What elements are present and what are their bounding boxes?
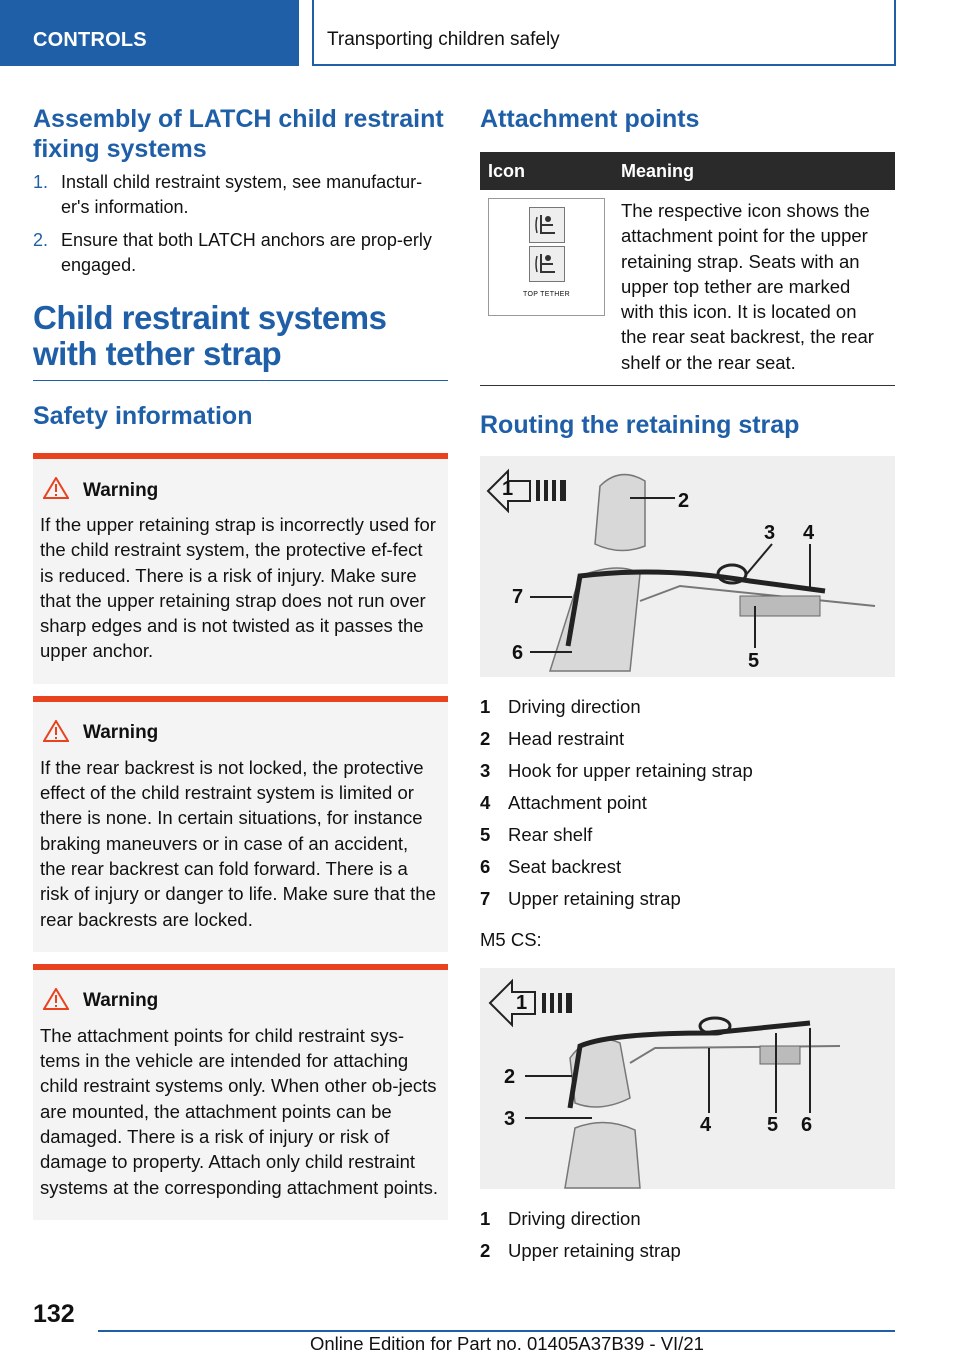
legend-number: 4	[480, 792, 491, 814]
legend-label: Rear shelf	[508, 824, 593, 846]
page-number: 132	[33, 1300, 75, 1328]
legend-label: Driving direction	[508, 1208, 641, 1230]
legend-label: Upper retaining strap	[508, 888, 681, 910]
right-column	[480, 100, 895, 1267]
callout-6: 6	[801, 1114, 813, 1137]
heading-rule	[33, 380, 448, 381]
legend-label: Head restraint	[508, 728, 625, 750]
top-tether-icon-box	[488, 198, 605, 316]
legend-row	[480, 851, 895, 883]
legend-number: 2	[480, 1240, 491, 1262]
warning-triangle-icon	[43, 477, 69, 504]
section-tab	[0, 0, 299, 66]
tether-heading: Child restraint systems with tether strap	[33, 299, 387, 372]
callout-3: 3	[764, 522, 776, 545]
step-item	[33, 228, 448, 278]
warning-title: Warning	[83, 722, 159, 744]
legend-row	[480, 755, 895, 787]
table-header-icon: Icon	[480, 152, 613, 190]
routing-heading: Routing the retaining strap	[480, 411, 800, 440]
warning-box	[33, 696, 448, 952]
step-number: 2.	[33, 230, 49, 250]
top-tether-label: TOP TETHER	[523, 290, 570, 298]
legend-number: 5	[480, 824, 491, 846]
attachment-table	[480, 152, 895, 386]
legend-row	[480, 883, 895, 915]
warning-box	[33, 964, 448, 1220]
warning-header	[43, 477, 438, 504]
legend-label: Hook for upper retaining strap	[508, 760, 753, 782]
callout-1: 1	[516, 992, 528, 1015]
legend-label: Upper retaining strap	[508, 1240, 681, 1262]
safety-heading: Safety information	[33, 402, 253, 430]
legend-row	[480, 787, 895, 819]
legend-row	[480, 723, 895, 755]
warning-triangle-icon	[43, 720, 69, 747]
callout-3: 3	[504, 1108, 516, 1131]
callout-4: 4	[700, 1114, 712, 1137]
callout-6: 6	[512, 642, 524, 665]
legend-row	[480, 691, 895, 723]
legend-number: 1	[480, 1208, 491, 1230]
warning-text: If the upper retaining strap is incorrectly used for the child restraint system, the protective ef‐fect is reduced. There is a risk of injury. Make sure that the upper retaining strap does not run over sharp edges and is not twisted as it passes the upper anchor.	[40, 514, 436, 662]
step-number: 1.	[33, 172, 49, 192]
table-cell-icon	[480, 190, 613, 386]
m5-legend	[480, 1203, 895, 1267]
chapter-box	[312, 0, 896, 66]
callout-1: 1	[502, 478, 514, 501]
legend-label: Attachment point	[508, 792, 647, 814]
latch-heading: Assembly of LATCH child restraint fixing systems	[33, 105, 444, 163]
m5-label: M5 CS:	[480, 929, 542, 951]
legend-number: 2	[480, 728, 491, 750]
child-seat-icon	[529, 207, 565, 243]
m5-routing-diagram	[480, 968, 895, 1189]
warning-title: Warning	[83, 479, 159, 501]
legend-number: 6	[480, 856, 491, 878]
callout-2: 2	[504, 1066, 516, 1089]
seat-backrest-shape	[550, 568, 640, 671]
warning-triangle-icon	[43, 988, 69, 1015]
callout-4: 4	[803, 522, 815, 545]
callout-5: 5	[767, 1114, 779, 1137]
legend-label: Seat backrest	[508, 856, 622, 878]
head-restraint-shape	[595, 475, 645, 551]
legend-row	[480, 1235, 895, 1267]
warning-text: The attachment points for child restraint sys‐tems in the vehicle are intended for attaching child restraint systems only. When other ob‐jects are mounted, the attachment points can be damaged. There is a risk of injury or risk of damage to property. Attach only child restraint systems at the corresponding attachment points.	[40, 1024, 438, 1198]
warning-text: If the rear backrest is not locked, the protective effect of the child restraint system is limited or there is none. In certain situations, for instance braking maneuvers or in case of an accident, the rear backrest can fold forward. There is a risk of injury or danger to life. Make sure that the rear backrests are locked.	[40, 756, 436, 930]
top-tether-icon	[529, 246, 565, 282]
step-text: Ensure that both LATCH anchors are prop‐erly engaged.	[61, 230, 432, 275]
routing-legend	[480, 691, 895, 915]
legend-row	[480, 1203, 895, 1235]
legend-number: 1	[480, 696, 491, 718]
edition-text: Online Edition for Part no. 01405A37B39 - VI/21	[310, 1333, 704, 1354]
warning-title: Warning	[83, 990, 159, 1012]
table-row	[480, 190, 895, 386]
table-cell-meaning: The respective icon shows the attachment point for the upper retaining strap. Seats with an upper top tether are marked with this icon. It is located on the rear seat backrest, the rear shelf or the rear seat.	[613, 190, 895, 386]
left-column	[33, 100, 448, 1220]
section-label: CONTROLS	[33, 29, 147, 51]
m5-routing-diagram-drawing	[480, 968, 895, 1189]
callout-2: 2	[678, 490, 690, 513]
callout-5: 5	[748, 650, 760, 673]
legend-number: 7	[480, 888, 491, 910]
warning-box	[33, 453, 448, 684]
warning-header	[43, 720, 438, 747]
chapter-label: Transporting children safely	[327, 29, 560, 50]
footer-rule	[98, 1330, 895, 1332]
warning-header	[43, 988, 438, 1015]
step-text: Install child restraint system, see manufactur‐er's information.	[61, 172, 423, 217]
page-header	[0, 0, 960, 66]
callout-7: 7	[512, 586, 524, 609]
legend-label: Driving direction	[508, 696, 641, 718]
attachment-heading: Attachment points	[480, 105, 700, 133]
latch-steps	[33, 170, 448, 278]
table-header-meaning: Meaning	[613, 152, 895, 190]
step-item	[33, 170, 448, 220]
legend-number: 3	[480, 760, 491, 782]
legend-row	[480, 819, 895, 851]
routing-diagram	[480, 456, 895, 677]
